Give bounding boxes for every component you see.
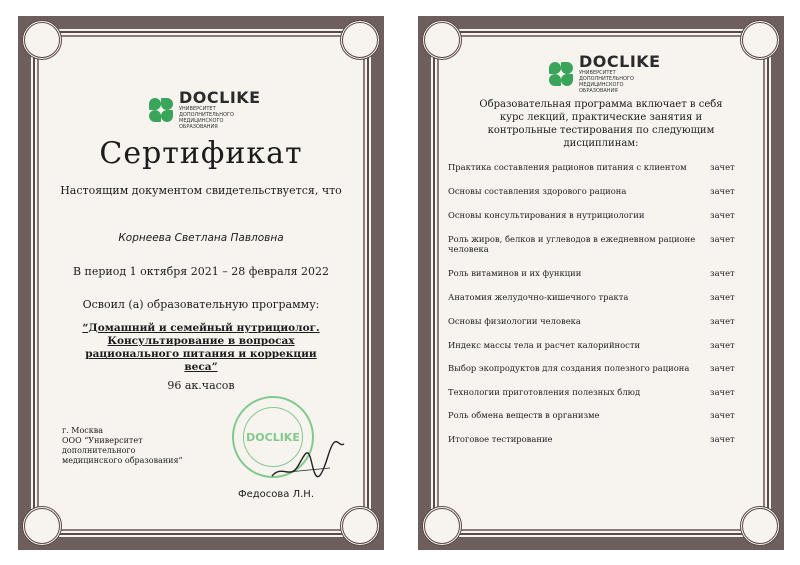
corner-ornament xyxy=(422,506,462,546)
doclike-logo xyxy=(148,90,261,130)
hours: 96 ак.часов xyxy=(167,379,235,392)
corner-ornament xyxy=(22,20,62,60)
certificate-page xyxy=(18,16,384,550)
signature xyxy=(268,436,348,486)
brand-subtitle: УНИВЕРСИТЕТ ДОПОЛНИТЕЛЬНОГО МЕДИЦИНСКОГО ОБРАЗОВАНИЯ xyxy=(179,106,234,130)
brand-name: DOCLIKE xyxy=(179,88,261,107)
certificate-title: Сертификат xyxy=(99,136,303,171)
signer-name: Федосова Л.Н. xyxy=(238,489,315,500)
doclike-logo xyxy=(548,54,661,94)
mastered-text: Освоил (а) образовательную программу: xyxy=(82,298,320,311)
program-intro: Образовательная программа включает в себя курс лекций, практические занятия и контрольные тестирования по следующим дисциплинам: xyxy=(479,99,723,149)
ornamental-border xyxy=(418,16,784,550)
corner-ornament xyxy=(22,506,62,546)
program-title: “Домашний и семейный нутрициолог. Консультирование в вопросах рационального питания и коррекции веса” xyxy=(82,322,320,373)
stamp-text: DOCLIKE xyxy=(246,430,300,444)
issuer-block xyxy=(62,426,192,466)
study-period: В период 1 октября 2021 – 28 февраля 2022 xyxy=(72,265,330,278)
corner-ornament xyxy=(340,20,380,60)
corner-ornament xyxy=(740,506,780,546)
city: г. Москва xyxy=(62,426,104,435)
certify-text: Настоящим документом свидетельствуется, что xyxy=(60,184,342,197)
organization: ООО “Университет дополнительного медицинского образования” xyxy=(62,436,183,465)
clover-icon xyxy=(548,61,574,87)
corner-ornament xyxy=(740,20,780,60)
corner-ornament xyxy=(340,506,380,546)
clover-icon xyxy=(148,97,174,123)
brand-name: DOCLIKE xyxy=(579,52,661,71)
corner-ornament xyxy=(422,20,462,60)
disciplines-page: DOCLIKE УНИВЕРСИТЕТ ДОПОЛНИТЕЛЬНОГО МЕДИЦИНСКОГО ОБРАЗОВАНИЯ Образовательная программа включает в себя курс лекций, практические занятия и контрольные тестирования по следующим дисциплинам: Практика составления рационов питания с клиентом зачет Основы составления здорового рациона зачет Основы консультирования в нутрициологии зачет Роль жиров, белков и углеводов в ежедневном рационе человека зачет Роль витаминов и их функции зачет Анатомия желудочно-кишечного тракта зачет Основы физиологии человека зачет Индекс массы тела и расчет калорийности зачет Выбор экопродуктов для создания полезного рациона зачет Технологии приготовления полезных блюд зачет Роль обмена веществ в организме зачет Итоговое тестирование зачет xyxy=(418,16,784,550)
brand-subtitle: УНИВЕРСИТЕТ ДОПОЛНИТЕЛЬНОГО МЕДИЦИНСКОГО ОБРАЗОВАНИЯ xyxy=(579,70,634,94)
recipient-name: Корнеева Светлана Павловна xyxy=(118,232,284,244)
